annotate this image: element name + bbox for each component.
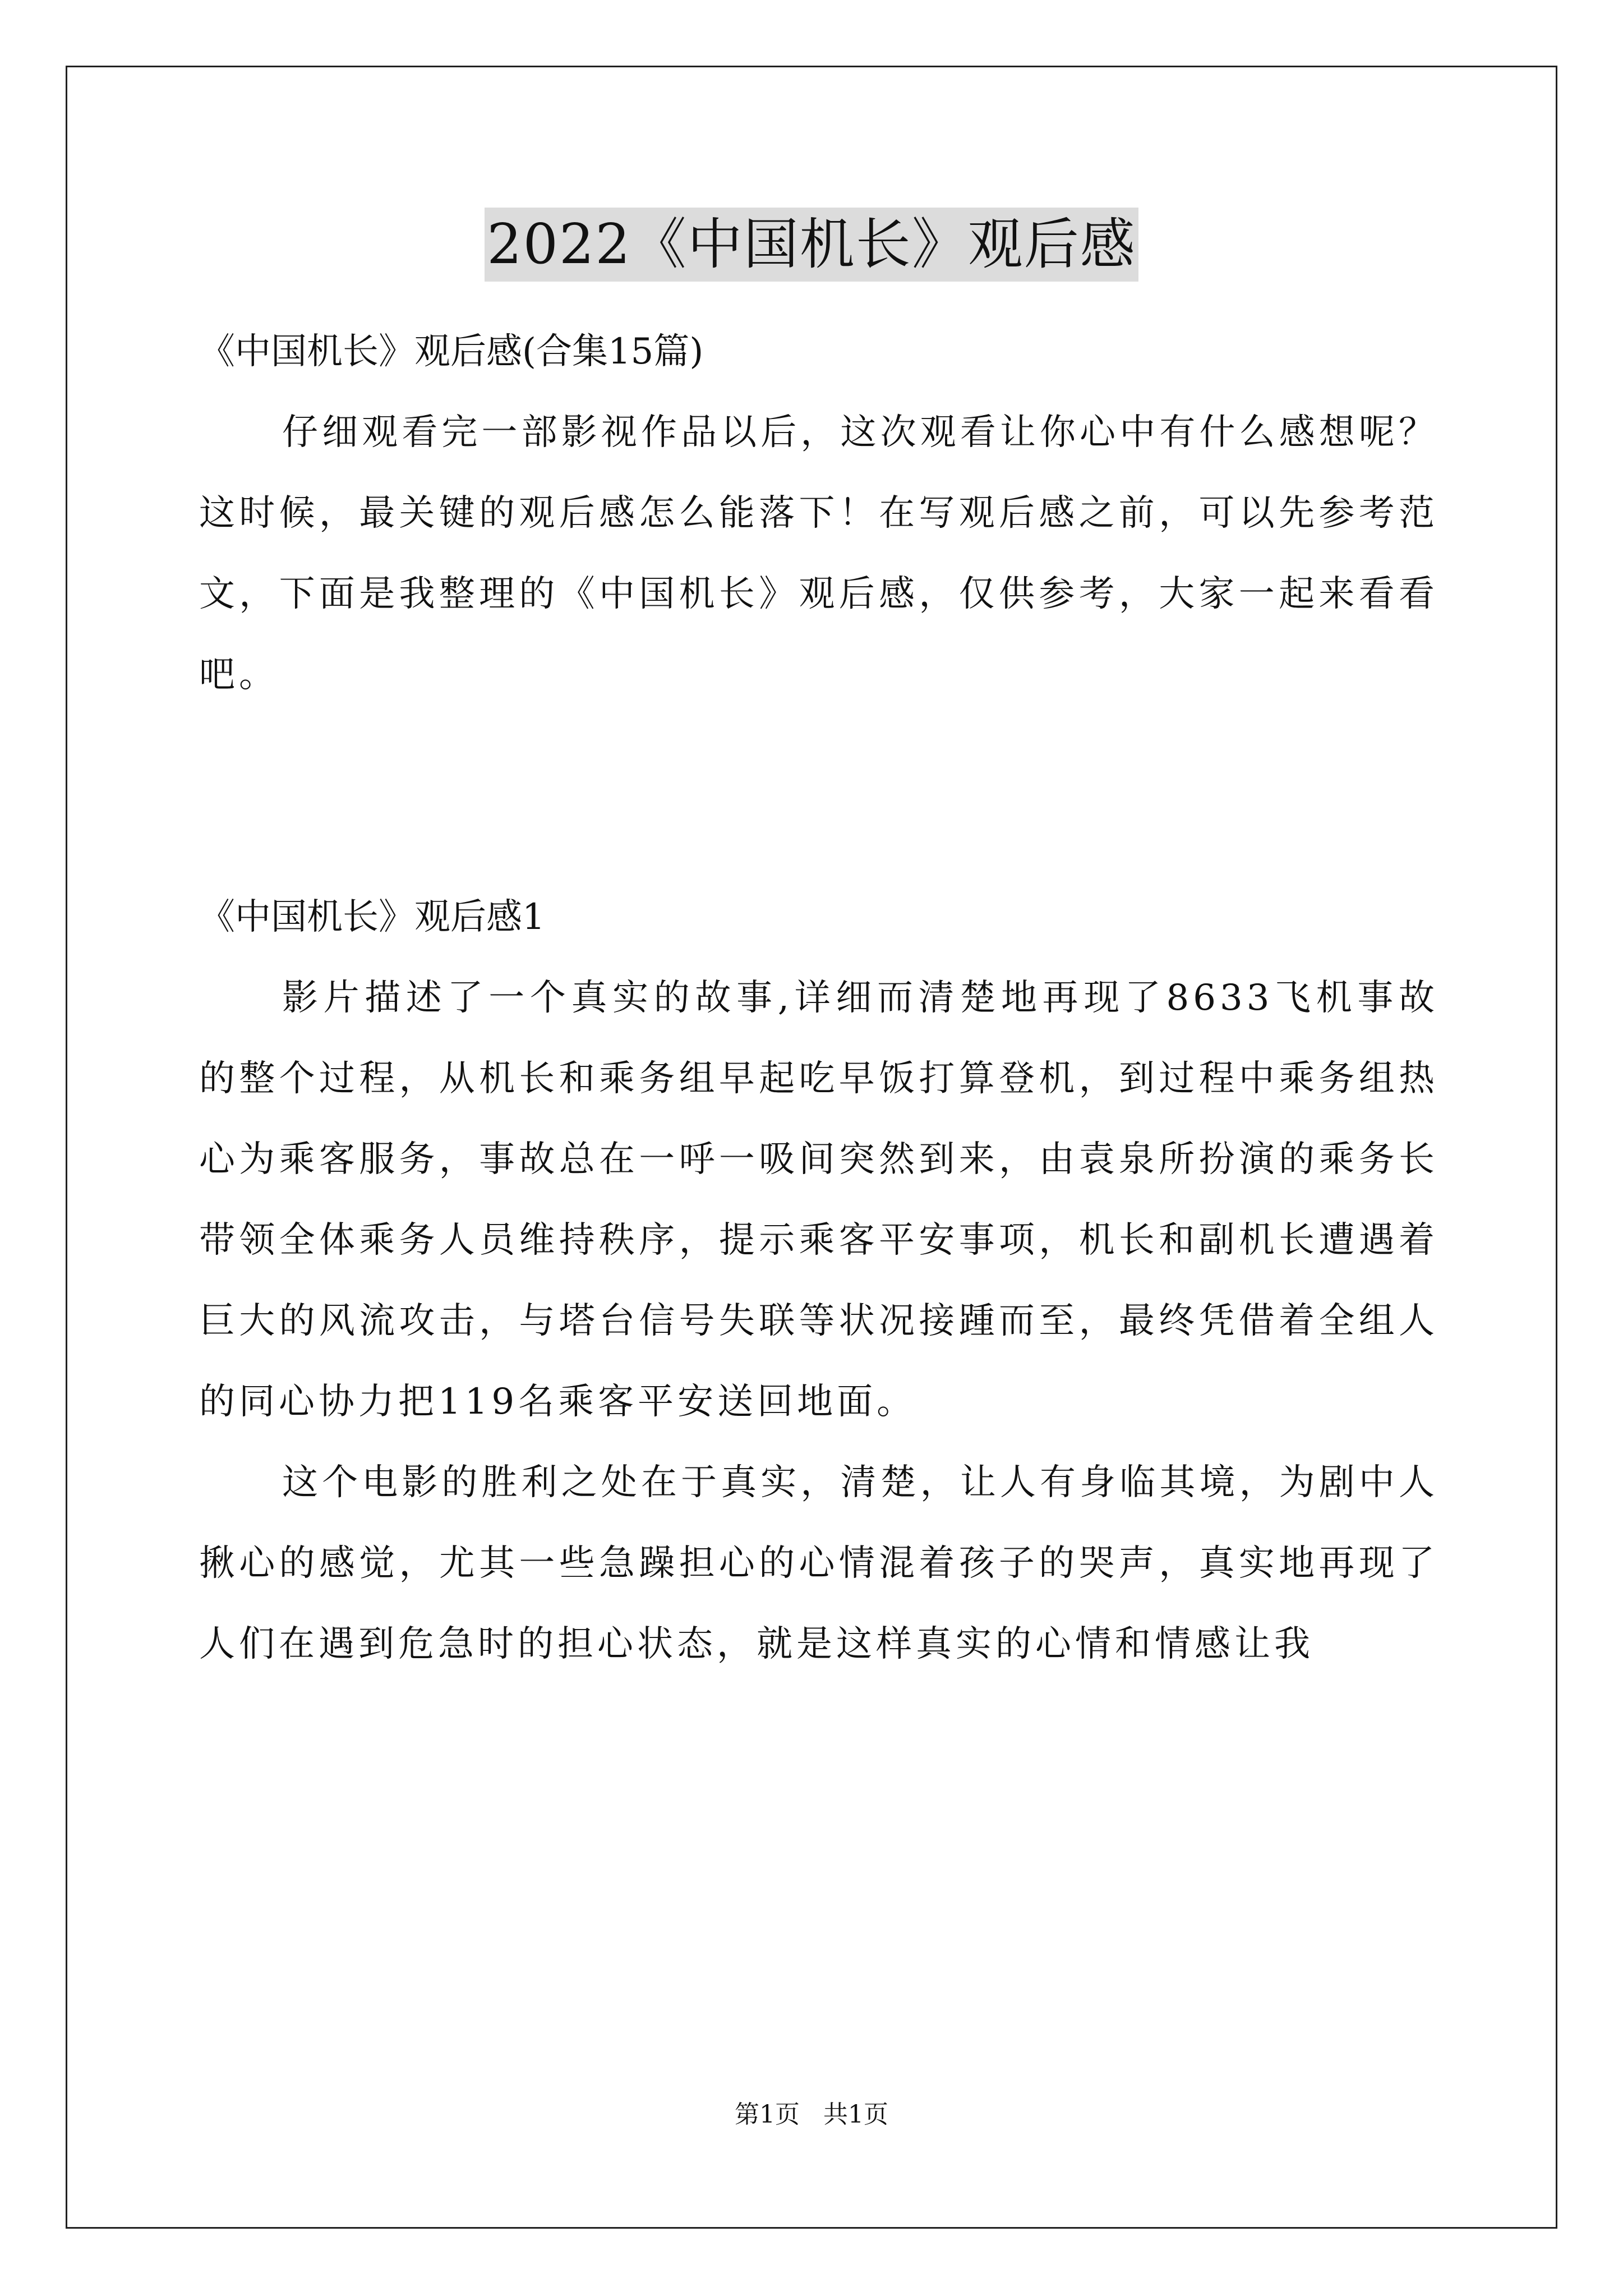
body-paragraph: 这个电影的胜利之处在于真实，清楚，让人有身临其境，为剧中人揪心的感觉，尤其一些急躁担心的心情混着孩子的哭声，真实地再现了人们在遇到危急时的担心状态，就是这样真实的心情和情感让我 xyxy=(199,1462,1438,1665)
document-body xyxy=(199,311,1438,1685)
title-container xyxy=(0,208,1623,282)
page-number-total: 共1页 xyxy=(823,2100,888,2129)
page-number-current: 第1页 xyxy=(735,2100,800,2129)
page-footer xyxy=(0,2098,1623,2132)
body-paragraph: 影片描述了一个真实的故事,详细而清楚地再现了8633飞机事故的整个过程，从机长和乘务组早起吃早饭打算登机，到过程中乘务组热心为乘客服务，事故总在一呼一吸间突然到来，由袁泉所扮演的乘务长带领全体乘务人员维持秩序，提示乘客平安事项，机长和副机长遭遇着巨大的风流攻击，与塔台信号失联等状况接踵而至，最终凭借着全组人的同心协力把119名乘客平安送回地面。 xyxy=(199,977,1438,1423)
document-title: 2022《中国机长》观后感 xyxy=(485,208,1138,282)
section-spacer xyxy=(199,715,1438,877)
collection-subtitle: 《中国机长》观后感(合集15篇) xyxy=(199,331,704,372)
intro-paragraph: 仔细观看完一部影视作品以后，这次观看让你心中有什么感想呢？这时候，最关键的观后感怎么能落下！在写观后感之前，可以先参考范文，下面是我整理的《中国机长》观后感，仅供参考，大家一起来看看吧。 xyxy=(199,412,1438,696)
section-heading: 《中国机长》观后感1 xyxy=(199,896,545,938)
